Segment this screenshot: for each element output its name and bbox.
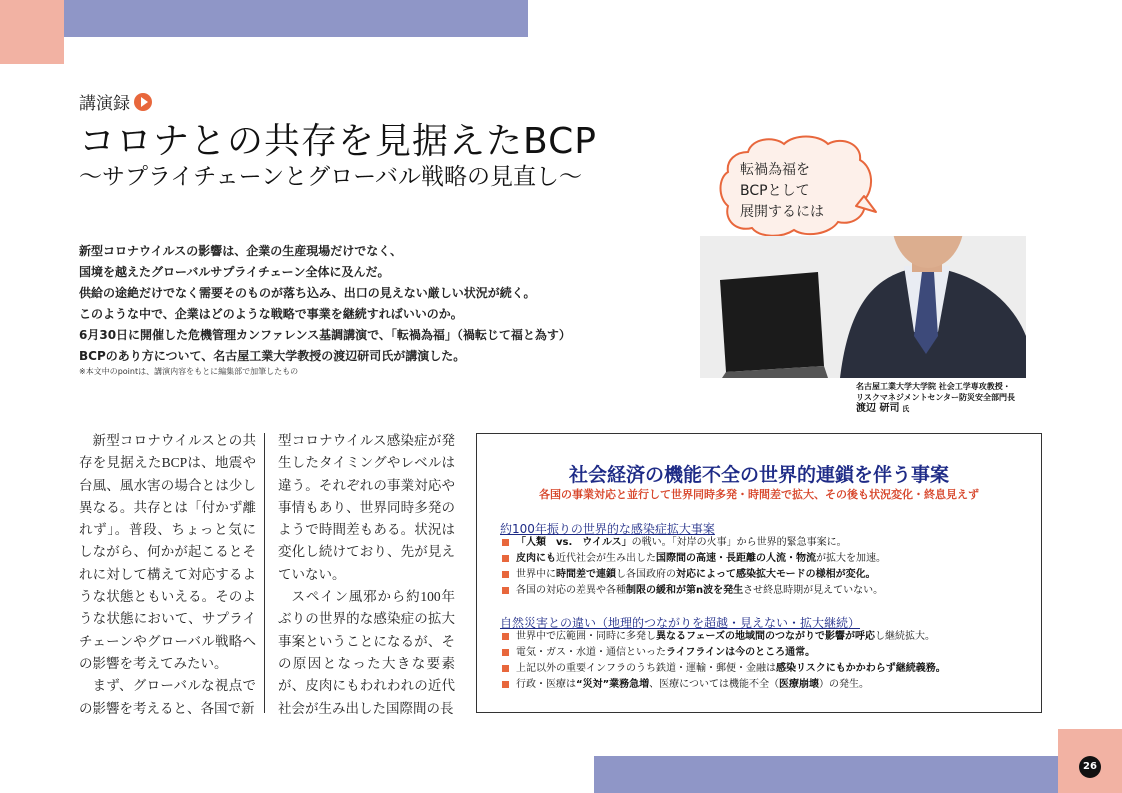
page-number: 26 [1079, 756, 1101, 778]
section-label-text: 講演録 [79, 94, 130, 114]
box-list [500, 535, 1030, 599]
column-divider [264, 433, 265, 713]
footer-bar [594, 756, 1058, 793]
speaker-affiliation: リスクマネジメントセンター防災安全部門長 [856, 393, 1016, 402]
header-bar [64, 0, 528, 37]
box-subtitle: 各国の事業対応と並行して世界同時多発・時間差で拡大、その後も状況変化・終息見えず [539, 488, 979, 501]
list-item: 世界中に時間差で連鎖し各国政府の対応によって感染拡大モードの様相が変化。 [500, 567, 1030, 583]
speaker-name: 渡辺 研司 [856, 403, 900, 414]
box-heading: 約100年振りの世界的な感染症拡大事案 [500, 522, 715, 536]
body-paragraph: スペイン風邪から約100年ぶりの世界的な感染症の拡大事案ということになるが、その原因となった大きな要素が、皮肉にもわれわれの近代社会が生み出した国際間の長 [278, 589, 455, 716]
bubble-line: BCPとして [740, 183, 810, 199]
speaker-caption [856, 381, 1015, 415]
body-column-1 [79, 430, 256, 720]
page-title: コロナとの共存を見据えたBCP [79, 121, 597, 162]
list-item: 電気・ガス・水道・通信といったライフラインは今のところ通常。 [500, 645, 1030, 661]
editor-note: ※本文中のpointは、講演内容をもとに編集部で加筆したもの [79, 367, 299, 376]
speaker-photo [700, 236, 1026, 378]
lead-line: 6月30日に開催した危機管理カンファレンス基調講演で、「転禍為福」（禍転じて福と為す） [79, 328, 571, 342]
list-item: 皮肉にも近代社会が生み出した国際間の高速・長距離の人流・物流が拡大を加速。 [500, 551, 1030, 567]
box-heading: 自然災害との違い（地理的つながりを超越・見えない・拡大継続） [500, 616, 861, 630]
list-item: 行政・医療は“災対”業務急増、医療については機能不全（医療崩壊）の発生。 [500, 677, 1030, 693]
bubble-line: 転禍為福を [740, 162, 810, 178]
lead-line: BCPのあり方について、名古屋工業大学教授の渡辺研司氏が講演した。 [79, 349, 466, 363]
list-item: 上記以外の重要インフラのうち鉄道・運輸・郵便・金融は感染リスクにもかかわらず継続義務。 [500, 661, 1030, 677]
lead-paragraph [79, 241, 699, 367]
list-item: 世界中で広範囲・同時に多発し異なるフェーズの地域間のつながりで影響が呼応し継続拡大。 [500, 629, 1030, 645]
list-item: 「人類 vs. ウイルス」の戦い。「対岸の火事」から世界的緊急事案に。 [500, 535, 1030, 551]
section-label [79, 89, 152, 114]
list-item: 各国の対応の差異や各種制限の緩和が第n波を発生させ終息時期が見えていない。 [500, 583, 1030, 599]
body-column-2 [278, 430, 455, 720]
body-paragraph: 新型コロナウイルスとの共存を見据えたBCPは、地震や台風、風水害の場合とは少し異なる。共存とは「付かず離れず」。普段、ちょっと気にしながら、何かが起こるとそれに対して構えて対応するような状態ともいえる。そのような状態において、サプライチェーンやグローバル戦略への影響を考えてみたい。 [79, 433, 256, 671]
box-list [500, 629, 1030, 693]
speaker-illustration [700, 236, 1026, 378]
play-arrow-icon [134, 93, 152, 111]
body-paragraph: まず、グローバルな視点での影響を考えると、各国で新 [79, 678, 256, 716]
lead-line: このような中で、企業はどのような戦略で事業を継続すればいいのか。 [79, 307, 463, 321]
lead-line: 新型コロナウイルスの影響は、企業の生産現場だけでなく、 [79, 244, 403, 258]
corner-block-top-left [0, 0, 64, 64]
slide-box [476, 433, 1042, 713]
speaker-honorific: 氏 [902, 405, 910, 413]
page-subtitle: 〜サプライチェーンとグローバル戦略の見直し〜 [79, 164, 583, 190]
lead-line: 国境を越えたグローバルサプライチェーン全体に及んだ。 [79, 265, 390, 279]
speech-bubble-text [740, 160, 824, 223]
box-title: 社会経済の機能不全の世界的連鎖を伴う事案 [568, 464, 949, 486]
body-paragraph: 型コロナウイルス感染症が発生したタイミングやレベルは違う。それぞれの事業対応や事情もあり、世界同時多発のようで時間差もある。状況は変化し続けており、先が見えていない。 [278, 433, 455, 582]
lead-line: 供給の途絶だけでなく需要そのものが落ち込み、出口の見えない厳しい状況が続く。 [79, 286, 536, 300]
speaker-affiliation: 名古屋工業大学大学院 社会工学専攻教授・ [856, 382, 1011, 391]
bubble-line: 展開するには [740, 204, 824, 220]
